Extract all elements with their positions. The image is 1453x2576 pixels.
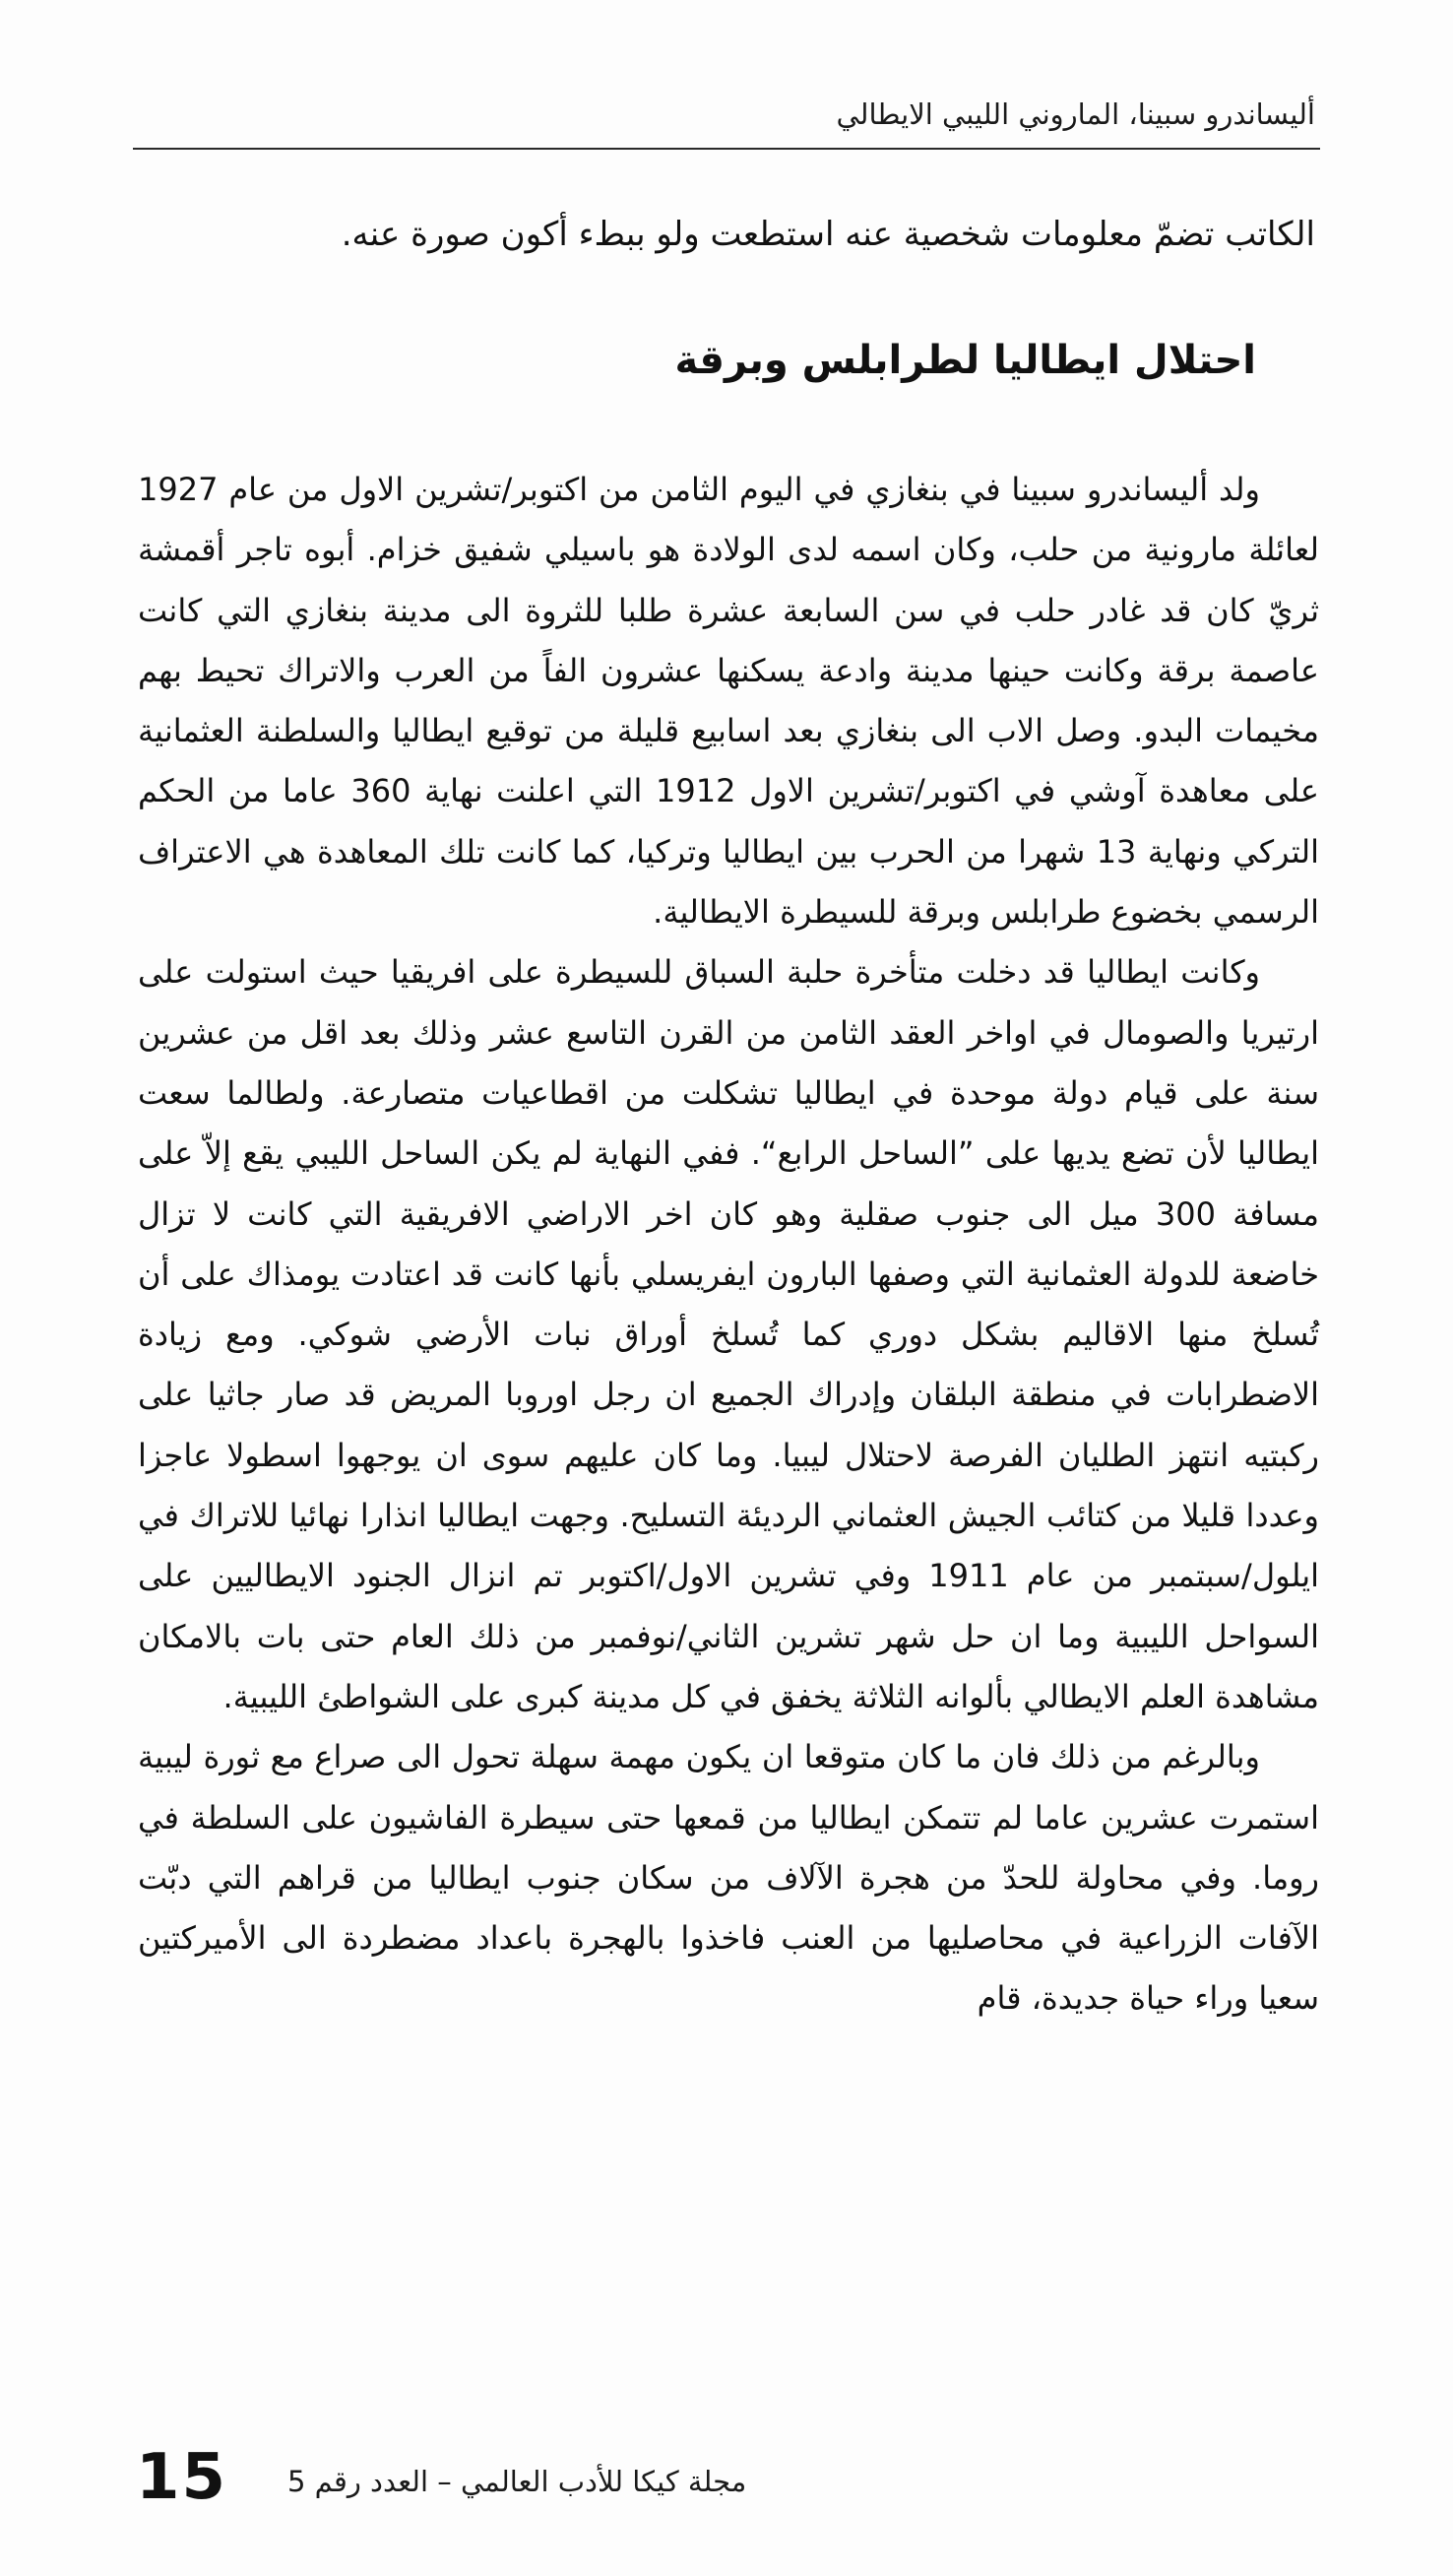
- body-text: [138, 460, 1319, 2029]
- running-header: أليساندرو سبينا، الماروني الليبي الايطالي: [836, 97, 1315, 131]
- paragraph-2: وكانت ايطاليا قد دخلت متأخرة حلبة السباق للسيطرة على افريقيا حيث استولت على ارتيريا والصومال في اواخر العقد الثامن من القرن التاسع عشر وذلك بعد اقل من عشرين سنة على قيام دولة موحدة في ايطاليا تشكلت من اقطاعيات متصارعة. ولطالما سعت ايطاليا لأن تضع يديها على ”الساحل الرابع“. ففي النهاية لم يكن الساحل الليبي يقع إلاّ على مسافة 300 ميل الى جنوب صقلية وهو كان اخر الاراضي الافريقية التي كانت لا تزال خاضعة للدولة العثمانية التي وصفها البارون ايفريسلي بأنها كانت قد اعتادت يومذاك على أن تُسلخ منها الاقاليم بشكل دوري كما تُسلخ أوراق نبات الأرضي شوكي. ومع زيادة الاضطرابات في منطقة البلقان وإدراك الجميع ان رجل اوروبا المريض قد صار جاثيا على ركبتيه انتهز الطليان الفرصة لاحتلال ليبيا. وما كان عليهم سوى ان يوجهوا اسطولا عاجزا وعددا قليلا من كتائب الجيش العثماني الرديئة التسليح. وجهت ايطاليا انذارا نهائيا للاتراك في ايلول/سبتمبر من عام 1911 وفي تشرين الاول/اكتوبر تم انزال الجنود الايطاليين على السواحل الليبية وما ان حل شهر تشرين الثاني/نوفمبر من ذلك العام حتى بات بالامكان مشاهدة العلم الايطالي بألوانه الثلاثة يخفق في كل مدينة كبرى على الشواطئ الليبية.: [138, 953, 1320, 1715]
- header-divider: [133, 148, 1320, 150]
- intro-line: الكاتب تضمّ معلومات شخصية عنه استطعت ولو ببطء أكون صورة عنه.: [341, 215, 1315, 254]
- journal-footer: مجلة كيكا للأدب العالمي – العدد رقم 5: [287, 2465, 747, 2498]
- paragraph-1: ولد أليساندرو سبينا في بنغازي في اليوم الثامن من اكتوبر/تشرين الاول من عام 1927 لعائلة مارونية من حلب، وكان اسمه لدى الولادة هو باسيلي شفيق خزام. أبوه تاجر أقمشة ثريّ كان قد غادر حلب في سن السابعة عشرة طلبا للثروة الى مدينة بنغازي التي كانت عاصمة برقة وكانت حينها مدينة وادعة يسكنها عشرون الفاً من العرب والاتراك تحيط بهم مخيمات البدو. وصل الاب الى بنغازي بعد اسابيع قليلة من توقيع ايطاليا والسلطنة العثمانية على معاهدة آوشي في اكتوبر/تشرين الاول 1912 التي اعلنت نهاية 360 عاما من الحكم التركي ونهاية 13 شهرا من الحرب بين ايطاليا وتركيا، كما كانت تلك المعاهدة هي الاعتراف الرسمي بخضوع طرابلس وبرقة للسيطرة الايطالية.: [138, 471, 1320, 932]
- page-number: 15: [136, 2441, 228, 2514]
- paragraph-3: وبالرغم من ذلك فان ما كان متوقعا ان يكون مهمة سهلة تحول الى صراع مع ثورة ليبية استمرت عشرين عاما لم تتمكن ايطاليا من قمعها حتى سيطرة الفاشيون على السلطة في روما. وفي محاولة للحدّ من هجرة الآلاف من سكان جنوب ايطاليا من قراهم التي دبّت الآفات الزراعية في محاصليها من العنب فاخذوا بالهجرة باعداد مضطردة الى الأميركتين سعيا وراء حياة جديدة، قام: [138, 1738, 1319, 2018]
- section-title: احتلال ايطاليا لطرابلس وبرقة: [674, 338, 1256, 383]
